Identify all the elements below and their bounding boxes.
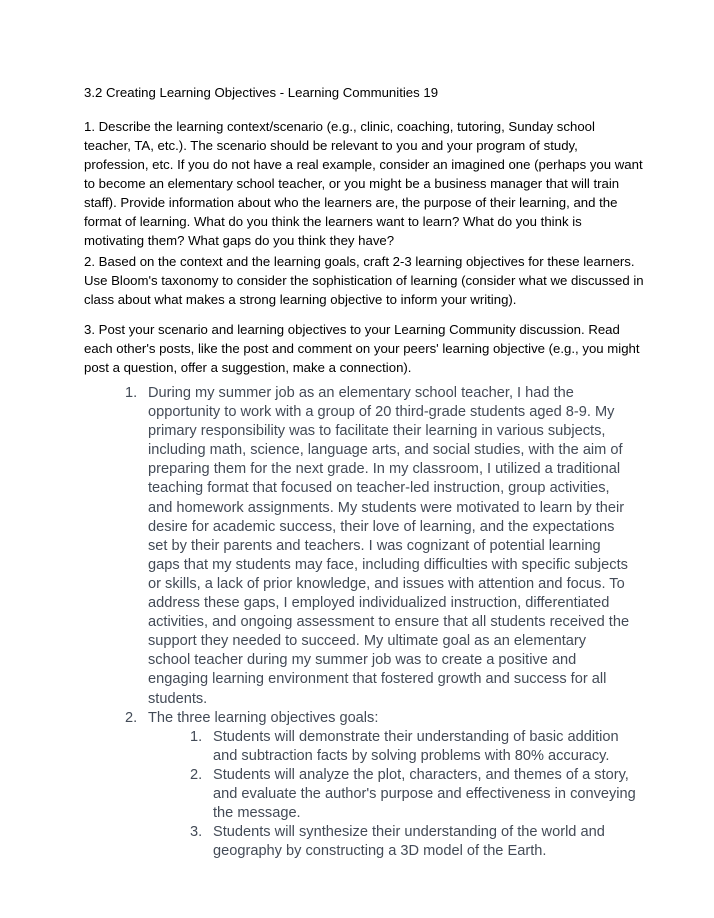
objective-number: 1.: [190, 728, 203, 745]
answer-item-1: [0, 384, 632, 709]
prompt-3: 3. Post your scenario and learning objectives to your Learning Community discussion. Read each other's posts, like the post and comment on your peers' learning objective (e.g., you might post a question, offer a suggestion, make a connection).: [84, 322, 640, 375]
objective-item-2: [0, 766, 641, 823]
answer-item-2: [0, 709, 632, 728]
objective-item-1: [0, 728, 641, 766]
answer-text: During my summer job as an elementary school teacher, I had the opportunity to work with a group of 20 third-grade students aged 8-9. My primary responsibility was to facilitate their learning in various subjects, including math, science, language arts, and social studies, with the aim of preparing them for the next grade. In my classroom, I utilized a traditional teaching format that focused on teacher-led instruction, group activities, and homework assignments. My students were motivated to learn by their desire for academic success, their love of learning, and the expectations set by their parents and teachers. I was cognizant of potential learning gaps that my students may face, including difficulties with specific subjects or skills, a lack of prior knowledge, and issues with attention and focus. To address these gaps, I employed individualized instruction, differentiated activities, and ongoing assessment to ensure that all students received the support they needed to succeed. My ultimate goal as an elementary school teacher during my summer job was to create a positive and engaging learning environment that fostered growth and success for all students.: [148, 385, 630, 707]
objective-text: Students will synthesize their understanding of the world and geography by constructing a 3D model of the Earth.: [213, 824, 605, 860]
objective-number: 2.: [190, 766, 203, 783]
answer-number: 1.: [125, 385, 138, 401]
answer-text: The three learning objectives goals:: [148, 709, 379, 726]
objectives-list: [0, 728, 714, 862]
prompt-1: 1. Describe the learning context/scenario (e.g., clinic, coaching, tutoring, Sunday school teacher, TA, etc.). The scenario should be relevant to you and your program of study, profession, etc. If you do not have a real example, consider an imagined one (perhaps you want to become an elementary school teacher, or you might be a business manager that will train staff). Provide information about who the learners are, the purpose of their learning, and the format of learning. What do you think the learners want to learn? What do you think is motivating them? What gaps do you think they have?: [84, 119, 643, 248]
answer-number: 2.: [125, 709, 138, 726]
answer-list: [0, 384, 714, 861]
objective-item-3: [0, 823, 641, 861]
objective-text: Students will demonstrate their understanding of basic addition and subtraction facts by solving problems with 80% accuracy.: [213, 728, 619, 764]
document-title: 3.2 Creating Learning Objectives - Learning Communities 19: [84, 85, 439, 100]
objective-text: Students will analyze the plot, characters, and themes of a story, and evaluate the author's purpose and effectiveness in conveying the message.: [213, 766, 636, 822]
prompt-2: 2. Based on the context and the learning goals, craft 2-3 learning objectives for these learners. Use Bloom's taxonomy to consider the sophistication of learning (consider what we discussed in class about what makes a strong learning objective to inform your writing).: [84, 254, 644, 307]
objective-number: 3.: [190, 824, 203, 841]
